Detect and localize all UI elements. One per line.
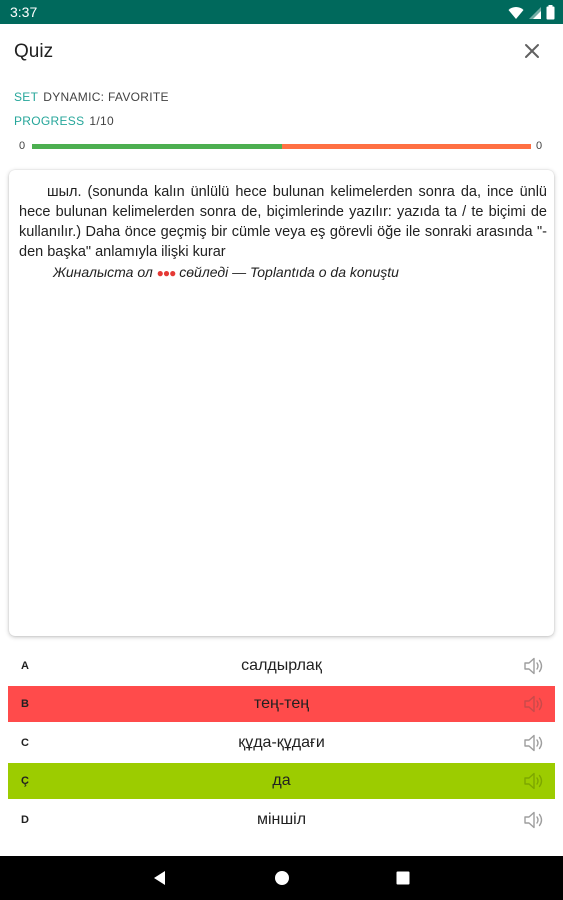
battery-icon <box>546 5 555 20</box>
nav-recents-icon <box>393 868 413 888</box>
option-c-cedilla[interactable] <box>8 763 555 799</box>
progress-fill <box>32 144 282 149</box>
speaker-button[interactable] <box>523 771 545 791</box>
page-title: Quiz <box>14 41 54 62</box>
status-bar <box>0 0 563 24</box>
speaker-icon <box>523 810 545 830</box>
status-time: 3:37 <box>10 4 38 20</box>
example-after: сөйледі — Toplantıda o da konuştu <box>175 264 399 280</box>
option-d[interactable] <box>8 802 555 838</box>
progress-value: 1/10 <box>89 114 114 128</box>
option-text: да <box>272 772 291 789</box>
speaker-button[interactable] <box>523 656 545 676</box>
blank-marker: ●●● <box>156 266 176 280</box>
speaker-button[interactable] <box>523 810 545 830</box>
option-text: тең-тең <box>253 695 310 712</box>
set-label: SET <box>14 90 39 104</box>
example-sentence <box>53 264 399 280</box>
example-before: Жиналыста ол <box>53 264 157 280</box>
option-text: құда-құдағи <box>238 734 325 751</box>
nav-back-button[interactable] <box>150 868 170 888</box>
option-letter: D <box>21 814 29 826</box>
progress-track <box>32 144 531 149</box>
progress-right-count: 0 <box>536 140 543 152</box>
speaker-icon <box>523 694 545 714</box>
option-text: міншіл <box>256 811 307 828</box>
signal-icon <box>528 6 542 20</box>
wifi-icon <box>508 6 524 20</box>
nav-home-button[interactable] <box>272 868 292 888</box>
option-letter: B <box>21 698 29 710</box>
option-b[interactable] <box>8 686 555 722</box>
progress-label: PROGRESS <box>14 114 85 128</box>
status-icons <box>508 5 555 20</box>
option-letter: C <box>21 737 29 749</box>
nav-back-icon <box>150 868 170 888</box>
progress-bar <box>0 138 563 156</box>
set-value: DYNAMIC: FAVORITE <box>43 90 169 104</box>
option-text: салдырлақ <box>241 657 322 674</box>
speaker-icon <box>523 733 545 753</box>
speaker-button[interactable] <box>523 694 545 714</box>
definition-text: шыл. (sonunda kalın ünlülü hece bulunan kelimelerden sonra da, ince ünlü hece bulunan kelimelerden sonra de, biçimlerinde yazılır: yazıda ta / te biçimi de kullanılır.) Daha önce geçmiş bir cümle veya eş görevli öğe ile sonraki arasında "-den başka" anlamıyla ilişki kurar <box>19 184 547 260</box>
question-card <box>9 170 554 636</box>
speaker-icon <box>523 771 545 791</box>
speaker-icon <box>523 656 545 676</box>
close-button[interactable] <box>519 38 545 64</box>
option-letter: Ç <box>21 775 29 787</box>
progress-row <box>14 114 114 128</box>
option-letter: A <box>21 660 29 672</box>
set-row <box>14 90 169 104</box>
speaker-button[interactable] <box>523 733 545 753</box>
option-a[interactable] <box>8 648 555 684</box>
nav-recents-button[interactable] <box>393 868 413 888</box>
close-icon <box>519 38 545 64</box>
nav-home-icon <box>272 868 292 888</box>
navigation-bar <box>0 856 563 900</box>
app-bar <box>0 24 563 80</box>
progress-left-count: 0 <box>19 140 26 152</box>
option-c[interactable] <box>8 725 555 761</box>
